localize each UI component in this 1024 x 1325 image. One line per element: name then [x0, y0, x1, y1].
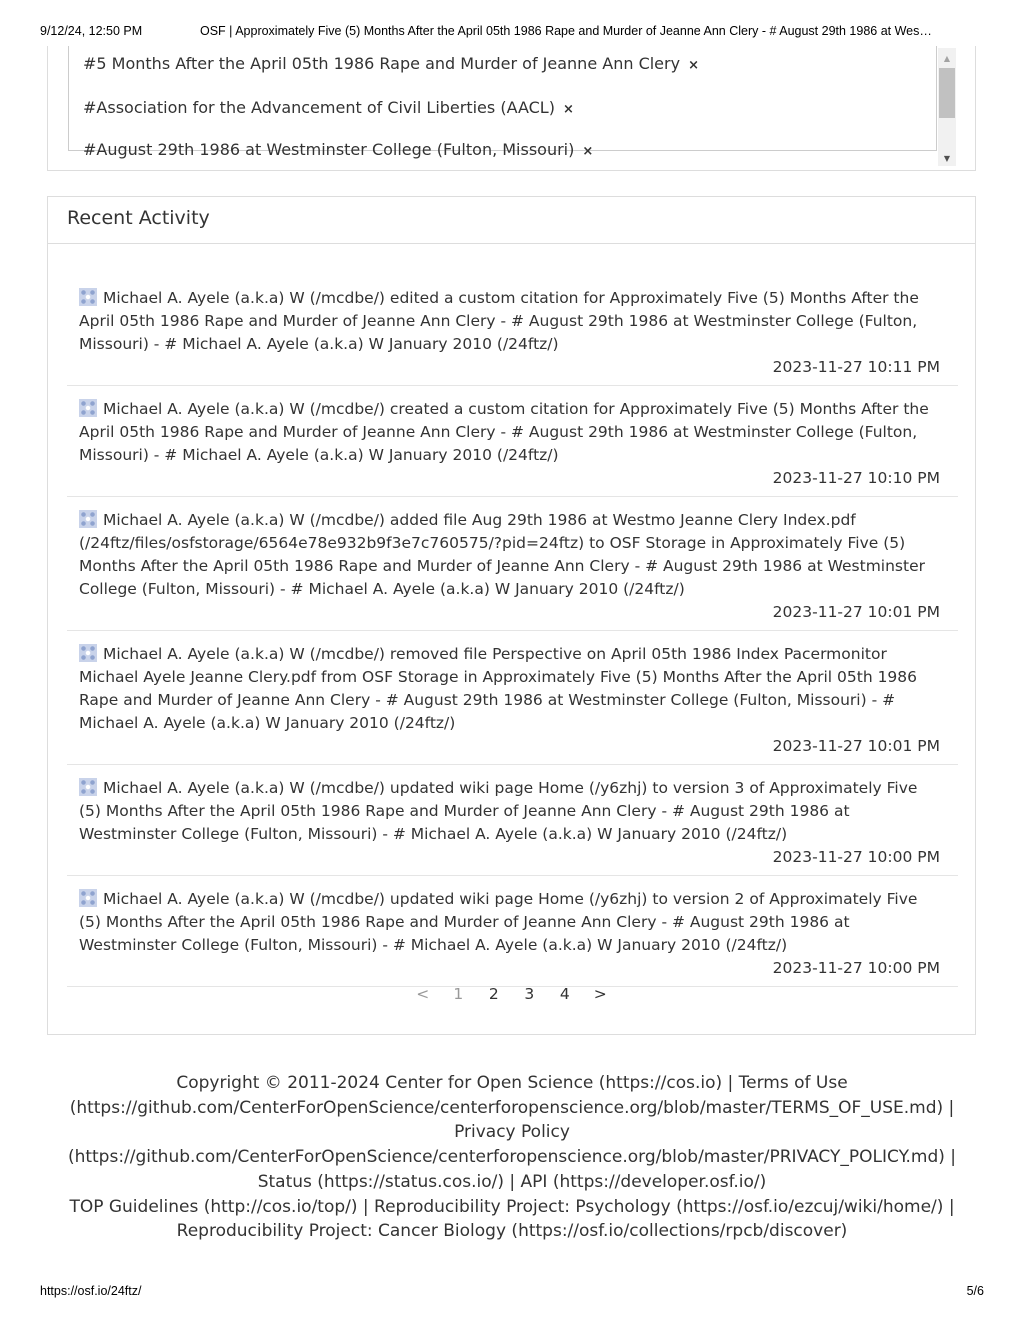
log-description[interactable]: Michael A. Ayele (a.k.a) W (/mcdbe/) updated wiki page Home (/y6zhj) to version 2 of Approximately Five (5) Months After the April 05th 1986 Rape and Murder of Jeanne Ann Clery - # August 29th 1986 at Westminster College (Fulton, Missouri) - # Michael A. Ayele (a.k.a) W January 2010 (/24ftz/) [79, 890, 918, 954]
log-text [79, 777, 940, 846]
log-description[interactable]: Michael A. Ayele (a.k.a) W (/mcdbe/) edited a custom citation for Approximately Five (5) Months After the April 05th 1986 Rape and Murder of Jeanne Ann Clery - # August 29th 1986 at Westminster College (Fulton, Missouri) - # Michael A. Ayele (a.k.a) W January 2010 (/24ftz/) [79, 289, 919, 353]
log-text [79, 509, 940, 601]
footer-line[interactable]: Reproducibility Project: Cancer Biology (https://osf.io/collections/rpcb/discover) [176, 1221, 848, 1242]
user-avatar-icon[interactable] [79, 889, 97, 907]
site-footer [60, 1071, 964, 1244]
activity-log-list [67, 275, 958, 987]
log-timestamp: 2023-11-27 10:10 PM [772, 469, 940, 487]
tag-item [83, 140, 593, 159]
user-avatar-icon[interactable] [79, 510, 97, 528]
log-timestamp: 2023-11-27 10:11 PM [772, 358, 940, 376]
log-description[interactable]: Michael A. Ayele (a.k.a) W (/mcdbe/) created a custom citation for Approximately Five (5) Months After the April 05th 1986 Rape and Murder of Jeanne Ann Clery - # August 29th 1986 at Westminster College (Fulton, Missouri) - # Michael A. Ayele (a.k.a) W January 2010 (/24ftz/) [79, 400, 929, 464]
pagination-prev[interactable]: < [416, 985, 430, 1003]
activity-log-item [67, 765, 958, 876]
scrollbar-thumb[interactable] [939, 68, 955, 118]
log-text [79, 643, 940, 735]
activity-log-item [67, 631, 958, 765]
user-avatar-icon[interactable] [79, 644, 97, 662]
tags-input-box[interactable] [68, 46, 937, 159]
recent-activity-panel [47, 196, 976, 1035]
log-timestamp: 2023-11-27 10:01 PM [772, 603, 940, 621]
print-title: OSF | Approximately Five (5) Months After the April 05th 1986 Rape and Murder of Jeanne Ann Clery - # August 29th 1986 at Wes… [200, 24, 932, 38]
log-text [79, 287, 940, 356]
activity-log-item [67, 876, 958, 987]
footer-line[interactable]: Copyright © 2011-2024 Center for Open Science (https://cos.io) | Terms of Use [176, 1073, 848, 1093]
remove-tag-icon[interactable]: × [688, 58, 699, 73]
pagination [48, 985, 975, 1003]
remove-tag-icon[interactable]: × [582, 144, 594, 159]
footer-line[interactable]: Status (https://status.cos.io/) | API (https://developer.osf.io/) [257, 1171, 767, 1192]
user-avatar-icon[interactable] [79, 399, 97, 417]
log-timestamp: 2023-11-27 10:00 PM [772, 848, 940, 866]
tag-label: #Association for the Advancement of Civil Liberties (AACL) [83, 98, 555, 117]
print-header [40, 24, 984, 38]
remove-tag-icon[interactable]: × [562, 102, 574, 117]
pagination-next[interactable]: > [593, 985, 607, 1003]
tag-label: #August 29th 1986 at Westminster College (Fulton, Missouri) [83, 140, 575, 159]
tag-label: #5 Months After the April 05th 1986 Rape and Murder of Jeanne Ann Clery [83, 54, 681, 73]
log-description[interactable]: Michael A. Ayele (a.k.a) W (/mcdbe/) updated wiki page Home (/y6zhj) to version 3 of Approximately Five (5) Months After the April 05th 1986 Rape and Murder of Jeanne Ann Clery - # August 29th 1986 at Westminster College (Fulton, Missouri) - # Michael A. Ayele (a.k.a) W January 2010 (/24ftz/) [79, 779, 918, 843]
tags-panel [47, 46, 976, 171]
log-description[interactable]: Michael A. Ayele (a.k.a) W (/mcdbe/) added file Aug 29th 1986 at Westmo Jeanne Clery Index.pdf (/24ftz/files/osfstorage/6564e78e932b9f3e7c760575/?pid=24ftz) to OSF Storage in Approximately Five (5) Months After the April 05th 1986 Rape and Murder of Jeanne Ann Clery - # August 29th 1986 at Westminster College (Fulton, Missouri) - # Michael A. Ayele (a.k.a) W January 2010 (/24ftz/) [79, 511, 925, 598]
tag-item [83, 54, 699, 73]
pagination-page-3[interactable]: 3 [524, 985, 535, 1003]
pagination-page-2[interactable]: 2 [488, 985, 499, 1003]
tag-item [83, 98, 574, 117]
activity-log-item [67, 386, 958, 497]
user-avatar-icon[interactable] [79, 288, 97, 306]
log-text [79, 398, 940, 467]
log-timestamp: 2023-11-27 10:01 PM [772, 737, 940, 755]
log-text [79, 888, 940, 957]
recent-activity-heading: Recent Activity [48, 197, 975, 244]
scroll-down-arrow-icon[interactable]: ▼ [943, 154, 951, 163]
activity-log-item [67, 275, 958, 386]
log-timestamp: 2023-11-27 10:00 PM [772, 959, 940, 977]
footer-line[interactable]: TOP Guidelines (http://cos.io/top/) | Reproducibility Project: Psychology (https://osf.io/ezcuj/wiki/home/) | [69, 1196, 955, 1217]
user-avatar-icon[interactable] [79, 778, 97, 796]
print-footer [40, 1284, 984, 1298]
log-description[interactable]: Michael A. Ayele (a.k.a) W (/mcdbe/) removed file Perspective on April 05th 1986 Index Pacermonitor Michael Ayele Jeanne Clery.pdf from OSF Storage in Approximately Five (5) Months After the April 05th 1986 Rape and Murder of Jeanne Ann Clery - # August 29th 1986 at Westminster College (Fulton, Missouri) - # Michael A. Ayele (a.k.a) W January 2010 (/24ftz/) [79, 645, 918, 732]
pagination-page-1[interactable]: 1 [453, 985, 464, 1003]
print-date: 9/12/24, 12:50 PM [40, 24, 143, 38]
footer-line[interactable]: Privacy Policy [454, 1122, 570, 1143]
footer-line[interactable]: (https://github.com/CenterForOpenScience/centerforopenscience.org/blob/master/PRIVACY_POLICY.md) | [67, 1147, 957, 1168]
print-url: https://osf.io/24ftz/ [40, 1284, 142, 1298]
print-page-number: 5/6 [966, 1284, 984, 1298]
footer-line[interactable]: (https://github.com/CenterForOpenScience/centerforopenscience.org/blob/master/TERMS_OF_USE.md) | [69, 1097, 955, 1118]
scroll-up-arrow-icon[interactable]: ▲ [943, 54, 951, 63]
tags-scrollbar[interactable] [938, 48, 956, 166]
activity-log-item [67, 497, 958, 631]
pagination-page-4[interactable]: 4 [559, 985, 570, 1003]
